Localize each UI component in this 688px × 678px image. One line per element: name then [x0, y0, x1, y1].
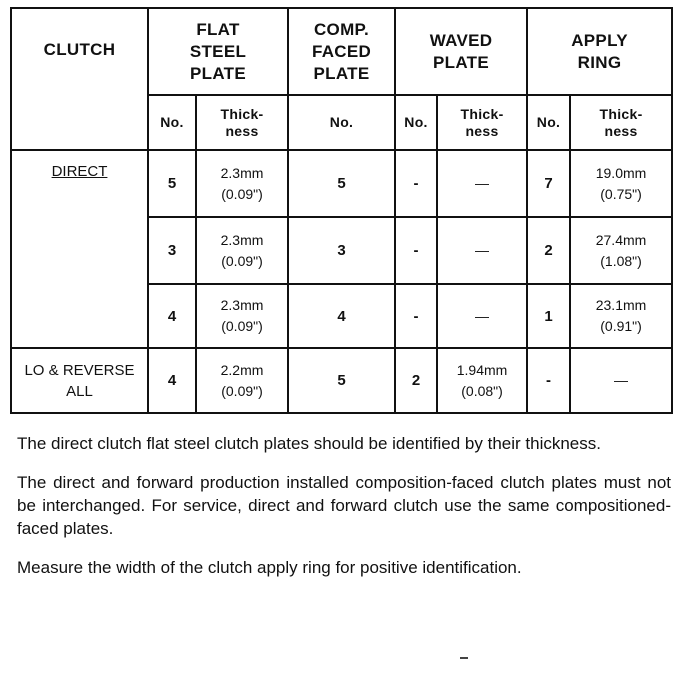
- flat-no-cell: 5: [148, 150, 196, 217]
- flat-no-cell: 4: [148, 284, 196, 348]
- scan-mark: [460, 657, 468, 659]
- comp-no-cell: 3: [288, 217, 395, 284]
- header-row: [11, 8, 672, 95]
- clutch-direct-cell: DIRECT: [11, 150, 148, 348]
- ring-thickness-cell: 19.0mm (0.75"): [570, 150, 672, 217]
- ring-thickness-cell: 23.1mm (0.91"): [570, 284, 672, 348]
- ring-no-cell: 7: [527, 150, 570, 217]
- waved-no-cell: -: [395, 284, 437, 348]
- ring-no-cell: 2: [527, 217, 570, 284]
- subheader-ring-thickness: Thick- ness: [570, 95, 672, 150]
- note-paragraph: The direct clutch flat steel clutch plates should be identified by their thickness.: [17, 434, 601, 453]
- notes-section: [17, 432, 671, 595]
- flat-no-cell: 4: [148, 348, 196, 413]
- header-clutch: CLUTCH: [11, 8, 148, 150]
- waved-thickness-cell: —: [437, 150, 527, 217]
- comp-no-cell: 5: [288, 150, 395, 217]
- ring-thickness-cell: 27.4mm (1.08"): [570, 217, 672, 284]
- header-flat-steel-plate: FLAT STEEL PLATE: [148, 8, 288, 95]
- flat-thickness-cell: 2.2mm (0.09"): [196, 348, 288, 413]
- ring-no-cell: 1: [527, 284, 570, 348]
- header-comp-faced-plate: COMP. FACED PLATE: [288, 8, 395, 95]
- comp-no-cell: 4: [288, 284, 395, 348]
- waved-no-cell: 2: [395, 348, 437, 413]
- comp-no-cell: 5: [288, 348, 395, 413]
- subheader-ring-no: No.: [527, 95, 570, 150]
- subheader-flat-no: No.: [148, 95, 196, 150]
- table-row: [11, 150, 672, 217]
- flat-no-cell: 3: [148, 217, 196, 284]
- clutch-lo-reverse-cell: LO & REVERSE ALL: [11, 348, 148, 413]
- flat-thickness-cell: 2.3mm (0.09"): [196, 284, 288, 348]
- waved-no-cell: -: [395, 217, 437, 284]
- ring-no-cell: -: [527, 348, 570, 413]
- waved-thickness-cell: 1.94mm (0.08"): [437, 348, 527, 413]
- subheader-comp-no: No.: [288, 95, 395, 150]
- flat-thickness-cell: 2.3mm (0.09"): [196, 217, 288, 284]
- waved-thickness-cell: —: [437, 217, 527, 284]
- ring-thickness-cell: —: [570, 348, 672, 413]
- header-apply-ring: APPLY RING: [527, 8, 672, 95]
- subheader-flat-thickness: Thick- ness: [196, 95, 288, 150]
- flat-thickness-cell: 2.3mm (0.09"): [196, 150, 288, 217]
- clutch-plate-table: [10, 7, 673, 414]
- subheader-waved-thickness: Thick- ness: [437, 95, 527, 150]
- table-row: [11, 348, 672, 413]
- subheader-waved-no: No.: [395, 95, 437, 150]
- header-waved-plate: WAVED PLATE: [395, 8, 527, 95]
- waved-thickness-cell: —: [437, 284, 527, 348]
- waved-no-cell: -: [395, 150, 437, 217]
- note-paragraph: Measure the width of the clutch apply ring for positive identification.: [17, 558, 522, 577]
- note-paragraph: The direct and forward production installed composition-faced clutch plates must not be interchanged. For service, direct and forward clutch use the same compositioned-faced plates.: [17, 473, 671, 538]
